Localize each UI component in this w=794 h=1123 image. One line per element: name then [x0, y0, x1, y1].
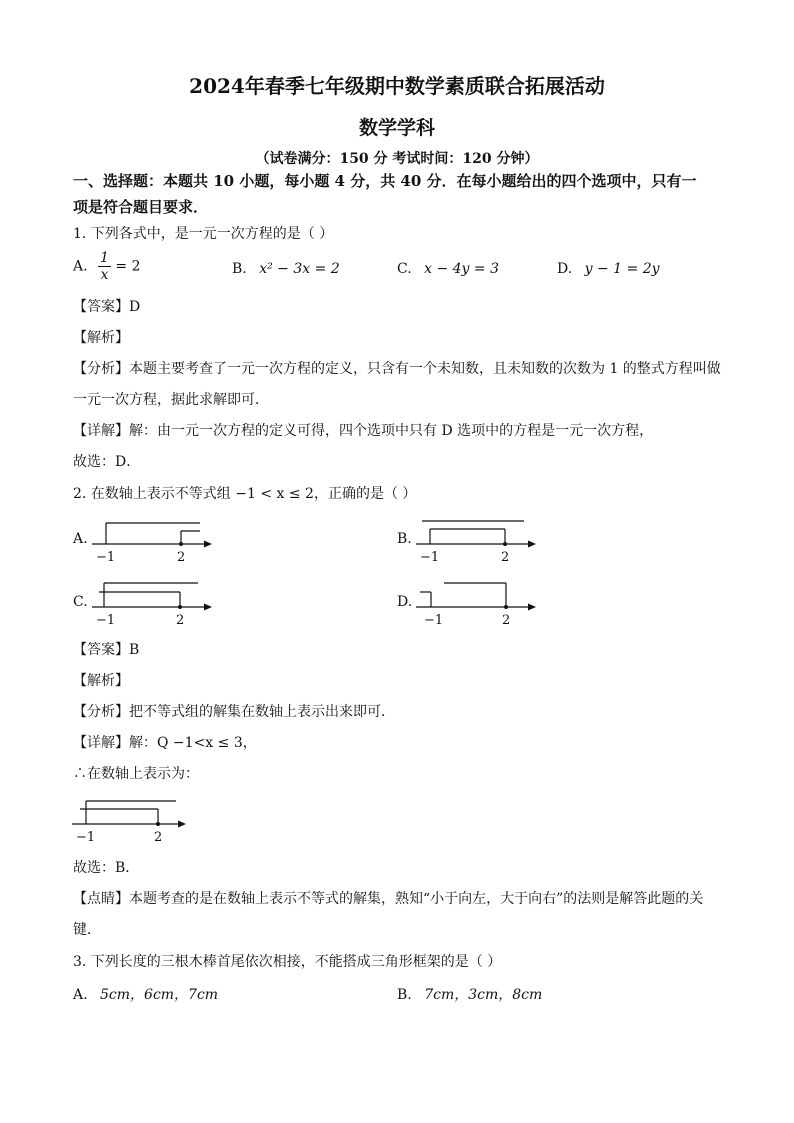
- option-letter: C.: [397, 261, 412, 277]
- option-letter: B.: [397, 987, 412, 1003]
- q1-analysis-label: 【解析】: [73, 330, 129, 346]
- option-expr: 7cm，3cm，8cm: [424, 987, 543, 1003]
- q2-option-c-letter: C.: [73, 594, 88, 610]
- subject-title: 数学学科: [358, 117, 435, 139]
- q1-stem: 1. 下列各式中，是一元一次方程的是（ ）: [73, 226, 334, 242]
- tick-label-2: 2: [501, 550, 510, 565]
- section-heading-line1: 一、选择题：本题共 10 小题，每小题 4 分，共 40 分．在每小题给出的四个选项中，只有一: [73, 172, 697, 190]
- option-expr: x − 4y = 3: [424, 261, 500, 277]
- q1-fenxi-line1: 【分析】本题主要考查了一元一次方程的定义，只含有一个未知数，且未知数的次数为 1 的整式方程叫做: [73, 361, 721, 377]
- option-expr: = 2: [115, 258, 141, 275]
- q2-option-b-numberline: [414, 515, 544, 565]
- exam-meta: （试卷满分：150 分 考试时间：120 分钟）: [255, 151, 539, 167]
- q2-fenxi: 【分析】把不等式组的解集在数轴上表示出来即可．: [73, 704, 395, 720]
- q1-fenxi-line2: 一元一次方程，据此求解即可．: [73, 392, 269, 408]
- q1-detail: 【详解】解：由一元一次方程的定义可得，四个选项中只有 D 选项中的方程是一元一次方程，: [73, 423, 654, 439]
- q2-option-b-letter: B.: [397, 531, 412, 547]
- q2-analysis-label: 【解析】: [73, 673, 129, 689]
- tick-label-neg1: −1: [76, 830, 96, 845]
- tick-label-2: 2: [154, 830, 163, 845]
- q2-option-c-numberline: [90, 578, 220, 628]
- q2-solution-numberline: [70, 795, 200, 845]
- fraction-denominator: x: [100, 267, 109, 283]
- option-expr: y − 1 = 2y: [584, 261, 660, 277]
- tick-label-neg1: −1: [424, 613, 444, 628]
- option-expr: x² − 3x = 2: [259, 261, 340, 277]
- q1-answer: 【答案】D: [73, 299, 141, 315]
- q2-option-a-numberline: [90, 515, 220, 565]
- q1-choose: 故选：D．: [73, 454, 141, 470]
- tick-label-neg1: −1: [420, 550, 440, 565]
- q2-comment-line1: 【点睛】本题考查的是在数轴上表示不等式的解集，熟知“小于向左，大于向右”的法则是解答此题的关: [73, 891, 704, 907]
- q3-option-a: [73, 984, 218, 1004]
- option-letter: D.: [557, 261, 573, 277]
- q2-therefore: ∴在数轴上表示为：: [73, 766, 199, 782]
- q1-option-d: [557, 261, 660, 277]
- paper-title: 2024年春季七年级期中数学素质联合拓展活动: [189, 74, 605, 98]
- section-heading-line2: 项是符合题目要求．: [73, 198, 209, 216]
- option-expr: 5cm，6cm，7cm: [100, 987, 219, 1003]
- fraction: [98, 250, 111, 283]
- option-letter: B.: [232, 261, 247, 277]
- q2-option-d-numberline: [414, 578, 544, 628]
- q2-stem: 2. 在数轴上表示不等式组 −1 < x ≤ 2，正确的是（ ）: [73, 486, 417, 502]
- q2-comment-line2: 键．: [73, 922, 101, 938]
- option-letter: A.: [73, 987, 88, 1003]
- tick-label-2: 2: [176, 613, 185, 628]
- q3-option-b: [397, 984, 542, 1004]
- q1-option-a: [73, 250, 140, 283]
- q1-option-b: [232, 261, 340, 277]
- q2-answer: 【答案】B: [73, 642, 140, 658]
- tick-label-2: 2: [502, 613, 511, 628]
- q3-stem: 3. 下列长度的三根木棒首尾依次相接，不能搭成三角形框架的是（ ）: [73, 954, 502, 970]
- option-letter: A.: [73, 258, 88, 275]
- q1-option-c: [397, 261, 499, 277]
- q2-detail: 【详解】解：Q −1<x ≤ 3，: [73, 735, 257, 751]
- tick-label-neg1: −1: [96, 550, 116, 565]
- fraction-numerator: 1: [100, 250, 109, 266]
- q2-option-d-letter: D.: [397, 594, 413, 610]
- q2-option-a-letter: A.: [73, 531, 88, 547]
- tick-label-neg1: −1: [96, 613, 116, 628]
- q2-choose: 故选：B．: [73, 860, 140, 876]
- tick-label-2: 2: [177, 550, 186, 565]
